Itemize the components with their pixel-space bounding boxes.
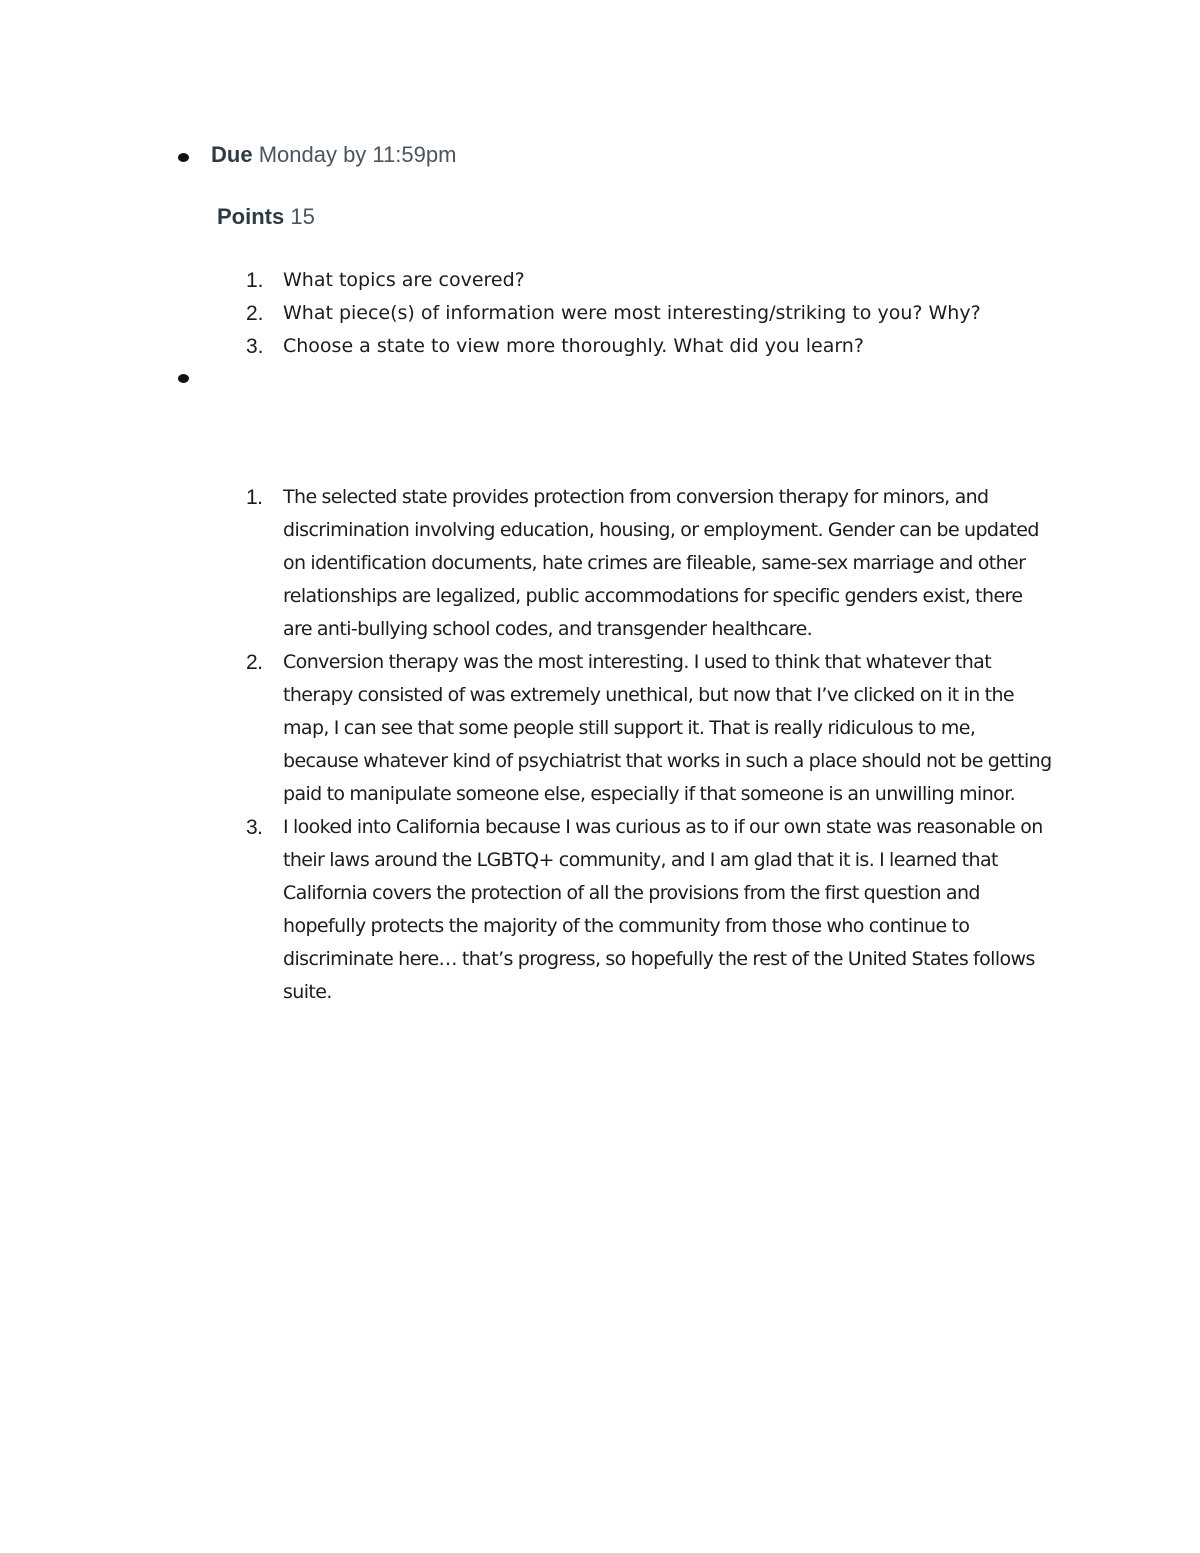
question-number: 3. bbox=[246, 335, 264, 358]
due-line bbox=[211, 142, 456, 168]
answer-number: 3. bbox=[246, 816, 263, 839]
answer-item bbox=[246, 646, 1053, 811]
answer-text: The selected state provides protection from conversion therapy for minors, and discrimination involving education, housing, or employment. Gender can be updated on identification documents, hate crimes are fileable, same-sex marriage and other relationships are legalized, public accommodations for specific genders exist, there are anti-bullying school codes, and transgender healthcare. bbox=[283, 486, 1039, 640]
answers-list bbox=[246, 481, 1053, 1009]
questions-list bbox=[246, 264, 981, 363]
question-item bbox=[246, 297, 981, 330]
question-number: 2. bbox=[246, 302, 264, 325]
answer-text: Conversion therapy was the most interesting. I used to think that whatever that therapy consisted of was extremely unethical, but now that I’ve clicked on it in the map, I can see that some people still support it. That is really ridiculous to me, because whatever kind of psychiatrist that works in such a place should not be getting paid to manipulate someone else, especially if that someone is an unwilling minor. bbox=[283, 651, 1052, 805]
answer-item bbox=[246, 481, 1053, 646]
points-label: Points bbox=[217, 204, 285, 229]
answer-number: 1. bbox=[246, 486, 263, 509]
question-text: Choose a state to view more thoroughly. What did you learn? bbox=[283, 335, 864, 357]
due-value: Monday by 11:59pm bbox=[258, 142, 457, 167]
question-item bbox=[246, 264, 981, 297]
answer-text: I looked into California because I was curious as to if our own state was reasonable on their laws around the LGBTQ+ community, and I am glad that it is. I learned that California covers the protection of all the provisions from the first question and hopefully protects the majority of the community from those who continue to discriminate here… that’s progress, so hopefully the rest of the United States follows suite. bbox=[283, 816, 1043, 1003]
bullet-icon bbox=[178, 153, 189, 162]
question-item bbox=[246, 330, 981, 363]
answer-item bbox=[246, 811, 1053, 1009]
points-value: 15 bbox=[290, 204, 315, 229]
bullet-icon bbox=[178, 374, 189, 383]
question-text: What topics are covered? bbox=[283, 269, 525, 291]
points-line bbox=[217, 204, 315, 230]
question-text: What piece(s) of information were most interesting/striking to you? Why? bbox=[283, 302, 981, 324]
question-number: 1. bbox=[246, 269, 264, 292]
answer-number: 2. bbox=[246, 651, 263, 674]
due-label: Due bbox=[211, 142, 253, 167]
